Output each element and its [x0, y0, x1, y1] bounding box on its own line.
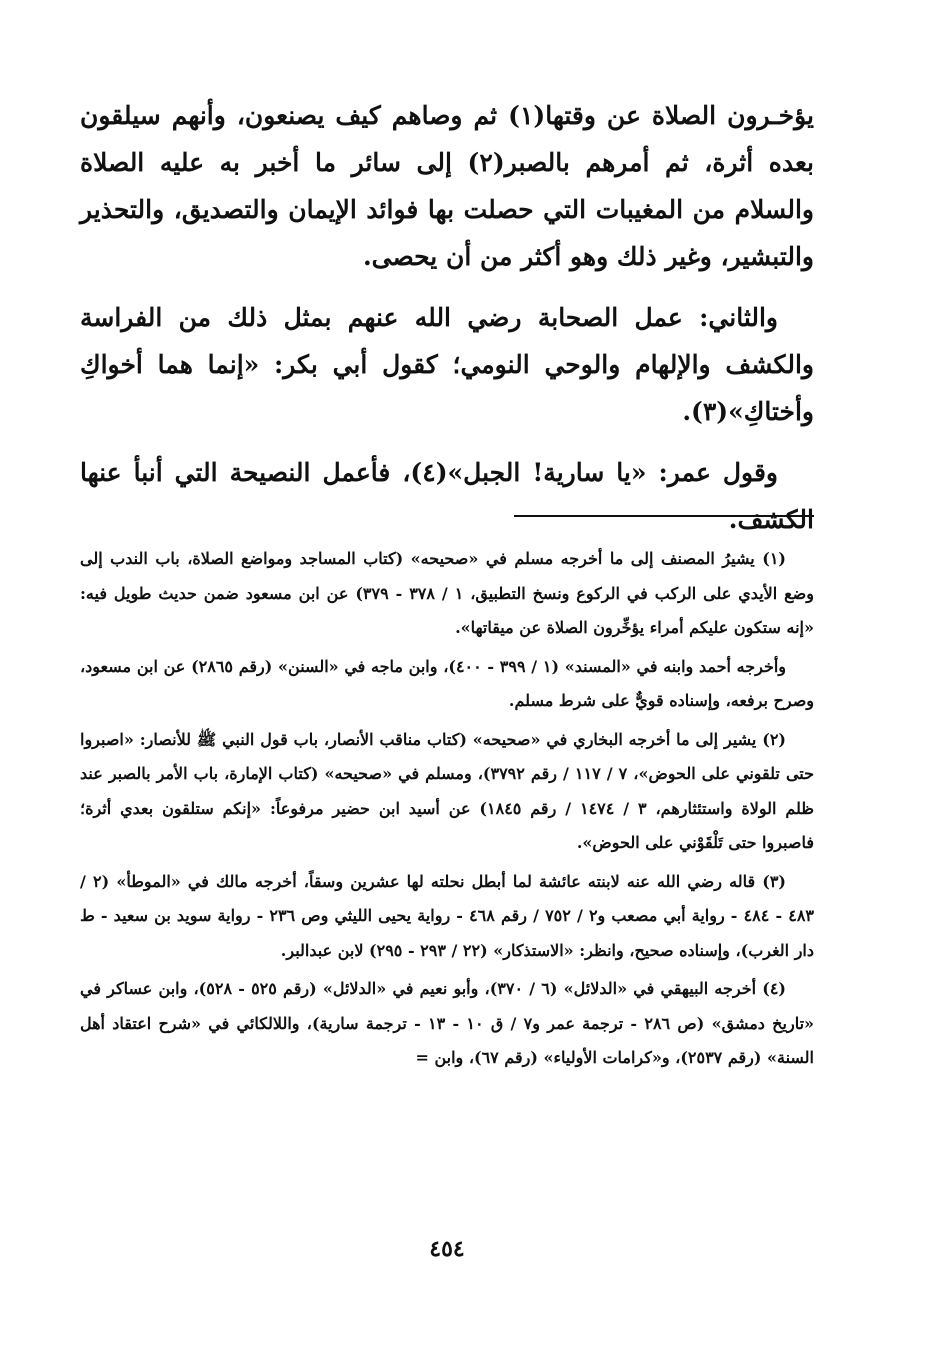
paragraph-2: والثاني: عمل الصحابة رضي الله عنهم بمثل ذلك من الفراسة والكشف والإلهام والوحي النومي؛ كقول أبي بكر: «إنما هما أخواكِ وأختاكِ»(٣).	[80, 303, 814, 426]
footnote-1-continued: وأخرجه أحمد وابنه في «المسند» (١ / ٣٩٩ - ٤٠٠)، وابن ماجه في «السنن» (رقم ٢٨٦٥) عن ابن مسعود، وصرح برفعه، وإسناده قويٌّ على شرط مسلم.	[80, 656, 814, 710]
footnote-3: (٣) قاله رضي الله عنه لابنته عائشة لما أبطل نحلته لها عشرين وسقاً، أخرجه مالك في «الموطأ» (٢ / ٤٨٣ - ٤٨٤ - رواية أبي مصعب و٢ / ٧٥٢ / رقم ٤٦٨ - رواية يحيى الليثي وص ٢٣٦ - رواية سويد بن سعيد - ط دار الغرب)، وإسناده صحيح، وانظر: «الاستذكار» (٢٢ / ٢٩٣ - ٢٩٥) لابن عبدالبر.	[80, 871, 815, 960]
footnote-2: (٢) يشير إلى ما أخرجه البخاري في «صحيحه» (كتاب مناقب الأنصار، باب قول النبي ﷺ للأنصار: «اصبروا حتى تلقوني على الحوض»، ٧ / ١١٧ / رقم ٣٧٩٢)، ومسلم في «صحيحه» (كتاب الإمارة، باب الأمر بالصبر عند ظلم الولاة واستئثارهم، ٣ / ١٤٧٤ / رقم ١٨٤٥) عن أسيد ابن حضير مرفوعاً: «إنكم ستلقون بعدي أثرة؛ فاصبروا حتى تَلْقَوْني على الحوض».	[80, 729, 815, 852]
main-text	[80, 92, 814, 557]
document-page	[80, 0, 814, 1357]
paragraph-1: يؤخـرون الصلاة عن وقتها(١) ثم وصاهم كيف يصنعون، وأنهم سيلقون بعده أثرة، ثم أمرهم بالصبر(٢) إلى سائر ما أخبر به عليه الصلاة والسلام من المغيبات التي حصلت بها فوائد الإيمان والتصديق، والتحذير والتبشير، وغير ذلك وهو أكثر من أن يحصى.	[80, 101, 815, 271]
footnote-1: (١) يشيرُ المصنف إلى ما أخرجه مسلم في «صحيحه» (كتاب المساجد ومواضع الصلاة، باب الندب إلى وضع الأيدي على الركب في الركوع ونسخ التطبيق، ١ / ٣٧٨ - ٣٧٩) عن ابن مسعود ضمن حديث طويل فيه: «إنه ستكون عليكم أمراء يؤخِّرون الصلاة عن ميقاتها».	[80, 549, 814, 637]
footnote-4: (٤) أخرجه البيهقي في «الدلائل» (٦ / ٣٧٠)، وأبو نعيم في «الدلائل» (رقم ٥٢٥ - ٥٢٨)، وابن عساكر في «تاريخ دمشق» (ص ٢٨٦ - ترجمة عمر و٧ / ق ١٠ - ١٣ - ترجمة سارية)، واللالكائي في «شرح اعتقاد أهل السنة» (رقم ٢٥٣٧)، و«كرامات الأولياء» (رقم ٦٧)، وابن =	[80, 979, 815, 1067]
footnotes	[80, 542, 814, 1080]
footnote-divider	[514, 515, 814, 517]
page-number: ٤٥٤	[429, 1236, 465, 1262]
paragraph-3: وقول عمر: «يا سارية! الجبل»(٤)، فأعمل النصيحة التي أنبأ عنها الكشف.	[80, 458, 814, 534]
